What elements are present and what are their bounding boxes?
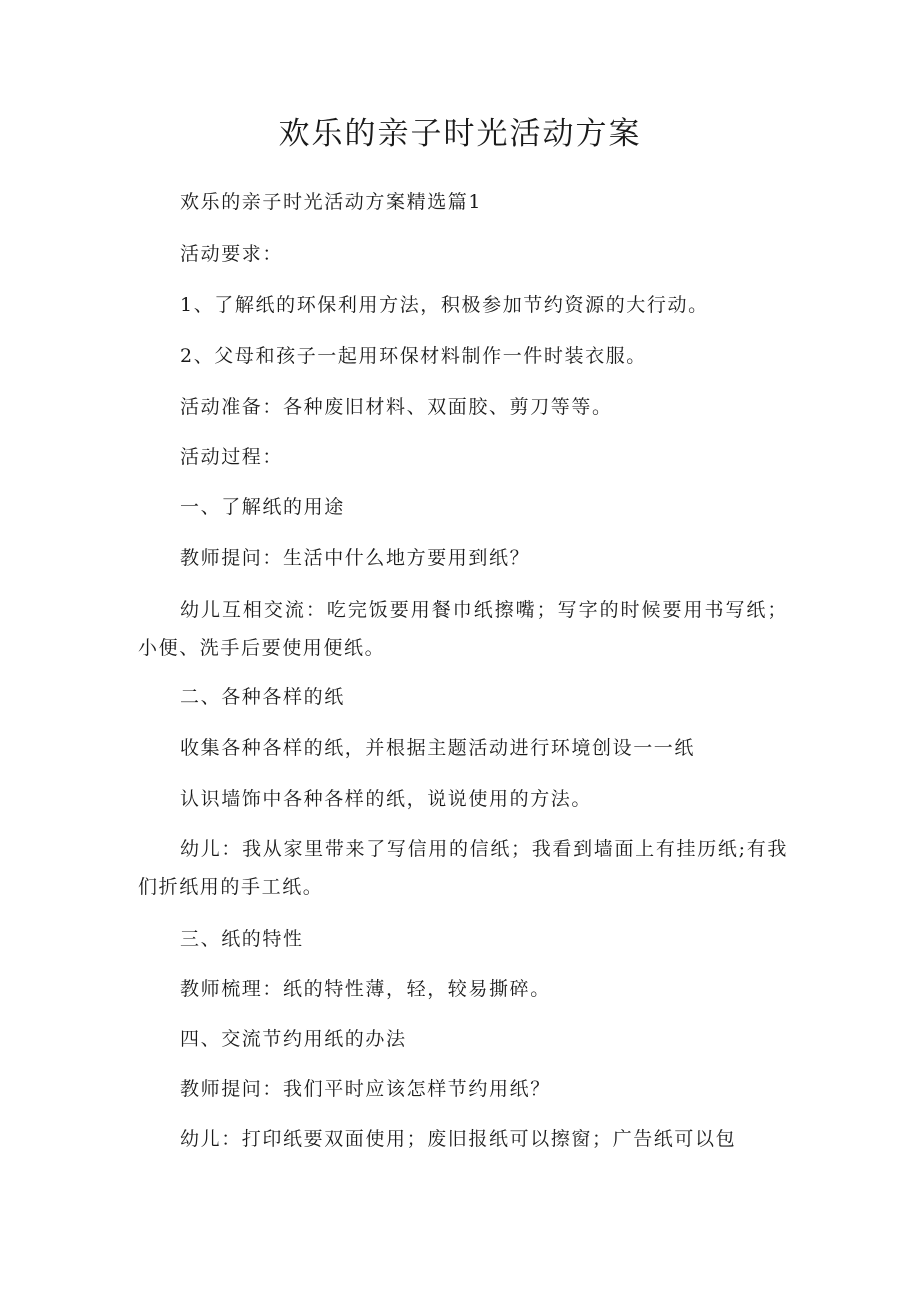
paragraph: 幼儿：我从家里带来了写信用的信纸；我看到墙面上有挂历纸;有我们折纸用的手工纸。 [138,838,788,898]
paragraph: 教师梳理：纸的特性薄，轻，较易撕碎。 [180,978,551,1000]
paragraph: 收集各种各样的纸，并根据主题活动进行环境创设一一纸 [180,737,696,759]
paragraph: 幼儿：打印纸要双面使用；废旧报纸可以擦窗；广告纸可以包 [180,1128,737,1150]
section-heading: 欢乐的亲子时光活动方案精选篇1 [180,191,483,213]
paragraph: 教师提问：我们平时应该怎样节约用纸？ [180,1078,551,1100]
subheading: 二、各种各样的纸 [180,686,345,708]
paragraph: 认识墙饰中各种各样的纸，说说使用的方法。 [180,788,593,810]
paragraph: 2、父母和孩子一起用环保材料制作一件时装衣服。 [180,345,647,367]
paragraph: 教师提问：生活中什么地方要用到纸？ [180,547,531,569]
document-title: 欢乐的亲子时光活动方案 [278,116,642,152]
paragraph: 活动要求： [180,243,284,265]
paragraph: 活动过程： [180,446,284,468]
paragraph: 1、了解纸的环保利用方法，积极参加节约资源的大行动。 [180,294,709,316]
subheading: 一、了解纸的用途 [180,496,345,518]
paragraph: 活动准备：各种废旧材料、双面胶、剪刀等等。 [180,396,613,418]
paragraph: 幼儿互相交流：吃完饭要用餐巾纸擦嘴；写字的时候要用书写纸；小便、洗手后要使用便纸。 [138,599,788,659]
subheading: 四、交流节约用纸的办法 [180,1028,407,1050]
subheading: 三、纸的特性 [180,928,304,950]
